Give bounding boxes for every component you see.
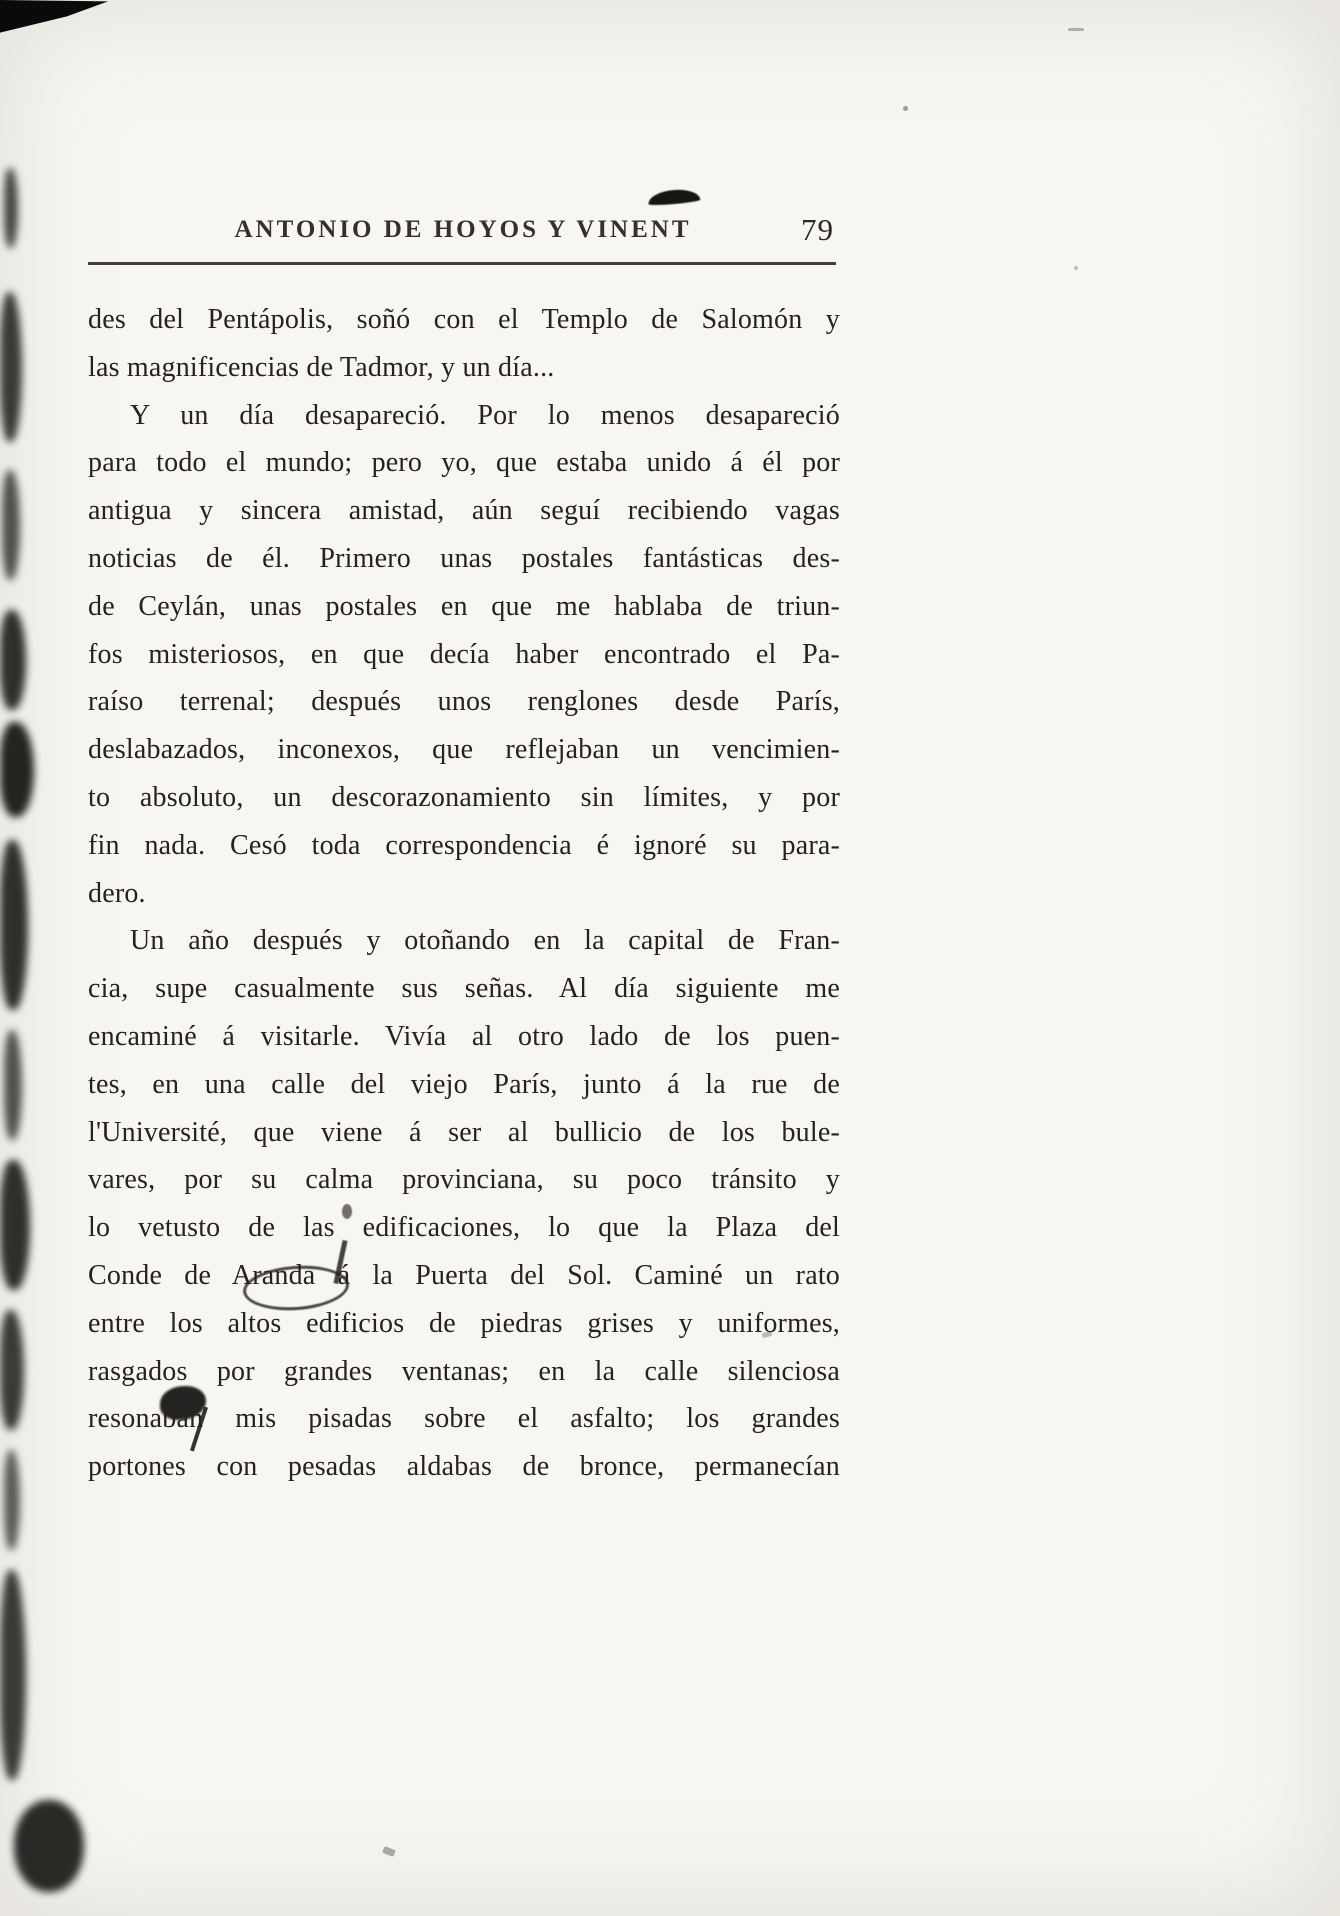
running-header	[88, 212, 838, 256]
text-line: vares, por su calma provinciana, su poco tránsito y	[88, 1164, 840, 1196]
text-line: des del Pentápolis, soñó con el Templo de Salomón y	[88, 304, 840, 335]
text-line: noticias de él. Primero unas postales fantásticas des-	[88, 542, 840, 574]
text-line: Y un día desapareció. Por lo menos desapareció	[130, 399, 840, 431]
scan-artifact	[0, 1570, 26, 1780]
scan-artifact	[2, 470, 20, 580]
scan-artifact	[14, 1800, 84, 1892]
text-line: entre los altos edificios de piedras grises y uniformes,	[88, 1307, 840, 1339]
scan-artifact	[903, 106, 908, 111]
scan-artifact	[0, 292, 22, 442]
text-line: l'Université, que viene á ser al bullicio de los bule-	[88, 1116, 840, 1148]
text-line: Un año después y otoñando en la capital de Fran-	[130, 925, 840, 957]
text-line: deslabazados, inconexos, que reflejaban un vencimien-	[88, 734, 840, 766]
text-line: fin nada. Cesó toda correspondencia é ignoré su para-	[88, 829, 840, 861]
scan-artifact	[0, 0, 108, 34]
scan-artifact	[0, 1160, 30, 1290]
running-title: ANTONIO DE HOYOS Y VINENT	[234, 216, 692, 243]
scan-artifact	[4, 1450, 20, 1550]
text-line: para todo el mundo; pero yo, que estaba unido á él por	[88, 447, 840, 479]
text-line: dero.	[88, 877, 146, 909]
ink-mark	[647, 188, 700, 206]
scan-artifact	[1068, 28, 1084, 31]
text-line: fos misteriosos, en que decía haber encontrado el Pa-	[88, 638, 840, 670]
text-line: Conde de Aranda á la Puerta del Sol. Caminé un rato	[88, 1259, 840, 1291]
scan-artifact	[4, 1030, 22, 1140]
page-body	[88, 296, 840, 1491]
text-line: to absoluto, un descorazonamiento sin límites, y por	[88, 781, 840, 813]
scan-artifact	[0, 610, 26, 710]
scan-artifact	[382, 1846, 396, 1857]
text-line: rasgados por grandes ventanas; en la calle silenciosa	[88, 1355, 840, 1387]
scan-artifact	[0, 1310, 24, 1430]
text-line: tes, en una calle del viejo París, junto á la rue de	[88, 1068, 840, 1100]
scan-artifact	[1074, 266, 1078, 270]
text-line: cia, supe casualmente sus señas. Al día siguiente me	[88, 973, 840, 1005]
page-number: 79	[801, 212, 834, 247]
text-line: antigua y sincera amistad, aún seguí recibiendo vagas	[88, 495, 840, 527]
text-line: portones con pesadas aldabas de bronce, permanecían	[88, 1451, 840, 1483]
text-line: lo vetusto de las edificaciones, lo que la Plaza del	[88, 1212, 840, 1244]
text-line: raíso terrenal; después unos renglones desde París,	[88, 686, 840, 718]
text-line: resonaban mis pisadas sobre el asfalto; los grandes	[88, 1403, 840, 1435]
scan-artifact	[4, 168, 18, 248]
header-rule	[88, 262, 836, 265]
scan-artifact	[0, 722, 34, 817]
text-line: las magnificencias de Tadmor, y un día...	[88, 351, 555, 383]
text-line: de Ceylán, unas postales en que me hablaba de triun-	[88, 590, 840, 622]
text-line: encaminé á visitarle. Vivía al otro lado de los puen-	[88, 1020, 840, 1052]
scan-artifact	[0, 840, 28, 1010]
